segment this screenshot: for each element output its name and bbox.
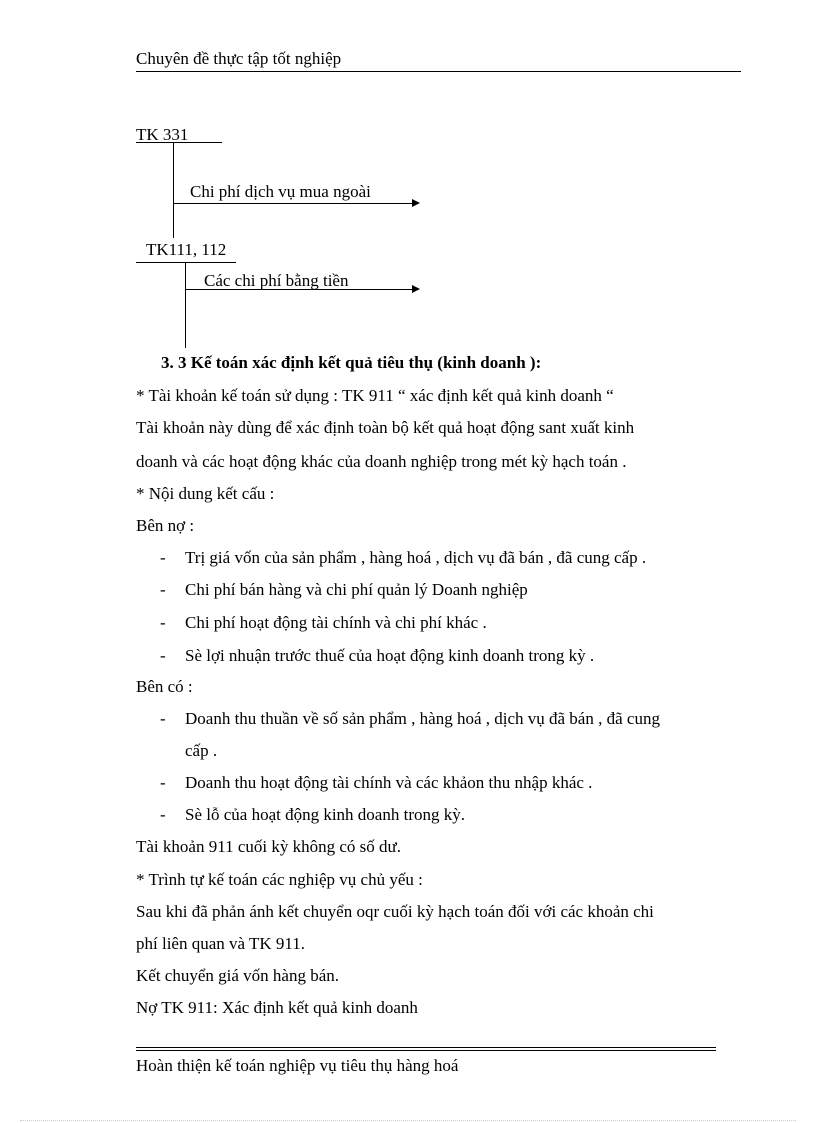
debit-item-4: Sè lợi nhuận trước thuế của hoạt động kinh doanh trong kỳ . [185,646,595,665]
list-bullet: - [160,773,166,792]
list-bullet: - [160,646,166,665]
paragraph-procedure: * Trình tự kế toán các nghiệp vụ chủ yếu : [136,870,423,889]
credit-item-1-line1: Doanh thu thuần về số sản phẩm , hàng hoá , dịch vụ đã bán , đã cung [185,709,660,728]
flow1-arrow-head [412,199,420,207]
list-bullet: - [160,805,166,824]
paragraph-debit-911: Nợ TK 911: Xác định kết quả kinh doanh [136,998,418,1017]
paragraph-purpose-line1: Tài khoản này dùng để xác định toàn bộ kết quả hoạt động sant xuất kinh [136,418,635,437]
paragraph-after-line2: phí liên quan và TK 911. [136,934,306,953]
page-bottom-dotted-rule [20,1120,796,1121]
account-tk111-stem [185,262,186,348]
account-tk331-label: TK 331 [136,125,189,144]
flow1-arrow-line [173,203,413,204]
header-rule [136,71,741,72]
account-tk331-stem [173,142,174,238]
account-tk111-label: TK111, 112 [146,240,227,259]
paragraph-structure: * Nội dung kết cấu : [136,484,275,503]
list-bullet: - [160,613,166,632]
debit-item-2: Chi phí bán hàng và chi phí quản lý Doanh nghiệp [185,580,528,599]
page-header-title: Chuyên đề thực tập tốt nghiệp [136,49,342,68]
list-bullet: - [160,580,166,599]
paragraph-cogs-transfer: Kết chuyển giá vốn hàng bán. [136,966,339,985]
paragraph-account-used: * Tài khoản kế toán sử dụng : TK 911 “ xác định kết quả kinh doanh “ [136,386,614,405]
list-bullet: - [160,548,166,567]
flow2-label: Các chi phí bằng tiền [204,271,349,290]
credit-side-label: Bên có : [136,677,193,696]
account-tk111-underline [136,262,236,263]
debit-item-1: Trị giá vốn của sản phẩm , hàng hoá , dịch vụ đã bán , đã cung cấp . [185,548,647,567]
paragraph-after-line1: Sau khi đã phản ánh kết chuyển oqr cuối kỳ hạch toán đối với các khoản chi [136,902,654,921]
paragraph-purpose-line2: doanh và các hoạt động khác của doanh nghiệp trong mét kỳ hạch toán . [136,452,627,471]
credit-item-1-line2: cấp . [185,741,218,760]
credit-item-3: Sè lỗ của hoạt động kinh doanh trong kỳ. [185,805,465,824]
flow2-arrow-head [412,285,420,293]
flow2-arrow-line [185,289,413,290]
section-heading: 3. 3 Kế toán xác định kết quả tiêu thụ (kinh doanh ): [161,353,542,372]
account-tk331-underline [136,142,222,143]
credit-item-2: Doanh thu hoạt động tài chính và các khảon thu nhập khác . [185,773,593,792]
debit-item-3: Chi phí hoạt động tài chính và chi phí khác . [185,613,487,632]
flow1-label: Chi phí dịch vụ mua ngoài [190,182,371,201]
list-bullet: - [160,709,166,728]
paragraph-no-balance: Tài khoản 911 cuối kỳ không có số dư. [136,837,401,856]
page-footer-title: Hoàn thiện kế toán nghiệp vụ tiêu thụ hàng hoá [136,1056,459,1075]
footer-rule-bottom [136,1050,716,1051]
debit-side-label: Bên nợ : [136,516,195,535]
footer-rule-top [136,1047,716,1048]
